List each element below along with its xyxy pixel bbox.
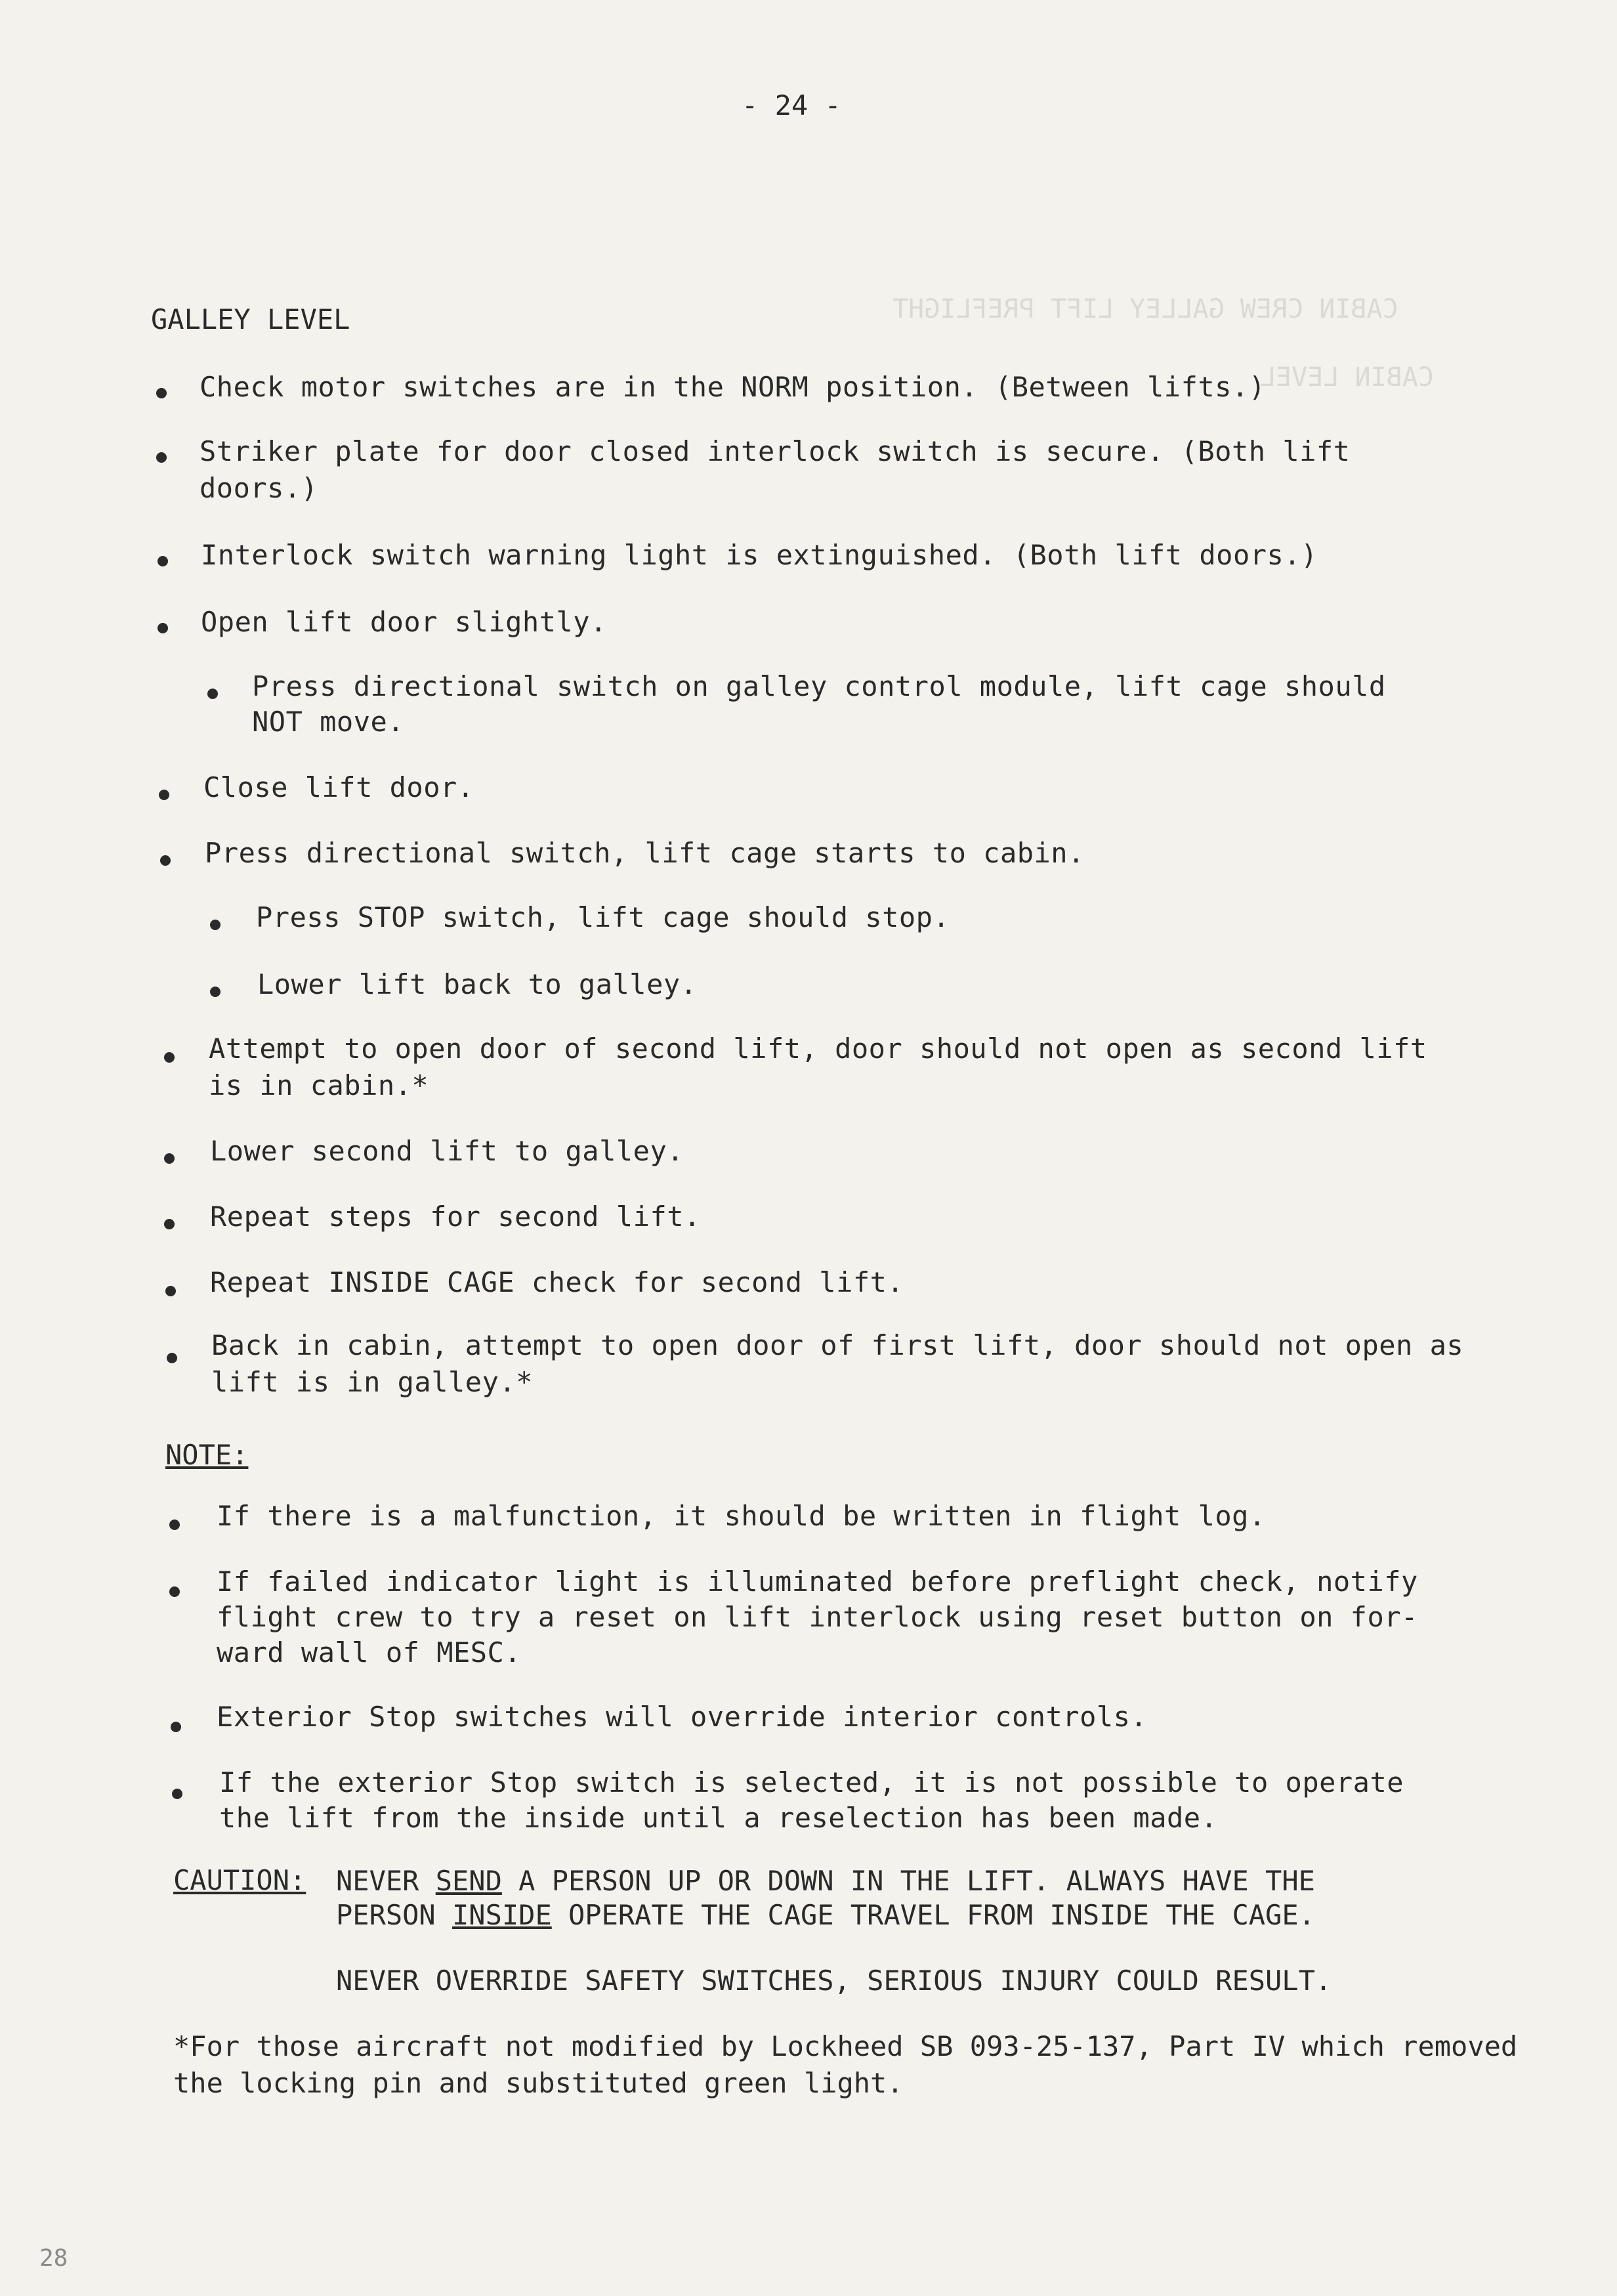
list-item: Back in cabin, attempt to open door of first lift, door should not open as [211,1329,1464,1361]
note-item: If failed indicator light is illuminated before preflight check, notify [217,1565,1418,1598]
list-item-continuation: is in cabin.* [209,1069,429,1101]
caution-label: CAUTION: [173,1864,306,1896]
list-item: Open lift door slightly. [201,606,607,638]
page-number: - 24 - [742,89,841,121]
list-item: Repeat INSIDE CAGE check for second lift. [210,1266,904,1298]
list-item-continuation: lift is in galley.* [211,1366,533,1398]
corner-mark: 28 [39,2245,68,2272]
bullet-icon [156,388,167,398]
bullet-icon [159,790,169,800]
sub-list-item: Lower lift back to galley. [257,968,698,1000]
list-item: Check motor switches are in the NORM position. (Between lifts.) [200,371,1266,403]
note-label: NOTE: [165,1439,249,1471]
list-item: Attempt to open door of second lift, door should not open as second lift [209,1032,1427,1065]
bullet-icon [158,623,168,633]
bullet-icon [164,1219,175,1229]
note-item-continuation: the lift from the inside until a reselection has been made. [219,1802,1218,1834]
list-item: Press directional switch, lift cage starts to cabin. [205,837,1085,869]
list-item: Close lift door. [203,771,474,803]
caution-text: A PERSON UP OR DOWN IN THE LIFT. ALWAYS HAVE THE [501,1865,1315,1897]
bullet-icon [164,1052,175,1063]
footnote-line: *For those aircraft not modified by Lockheed SB 093-25-137, Part IV which removed [173,2030,1518,2062]
bullet-icon [169,1586,180,1597]
bullet-icon [165,1286,176,1296]
list-item: Repeat steps for second lift. [210,1201,701,1233]
sub-list-item: Press STOP switch, lift cage should stop. [256,901,950,933]
bullet-icon [171,1722,181,1732]
caution-line-2 [336,1898,1315,1932]
bleed-through-text: CABIN LEVEL [1260,362,1434,393]
list-item: Lower second lift to galley. [210,1135,684,1167]
list-item-continuation: doors.) [200,472,318,504]
caution-line-3: NEVER OVERRIDE SAFETY SWITCHES, SERIOUS INJURY COULD RESULT. [336,1965,1332,1997]
bullet-icon [169,1520,180,1530]
note-item-continuation: ward wall of MESC. [217,1636,522,1669]
bullet-icon [207,689,218,699]
sub-list-item-continuation: NOT move. [252,706,405,738]
bullet-icon [172,1789,182,1799]
caution-text: OPERATE THE CAGE TRAVEL FROM INSIDE THE CAGE. [551,1899,1315,1931]
note-item: Exterior Stop switches will override interior controls. [217,1701,1148,1733]
caution-emphasis: INSIDE [452,1899,552,1931]
bullet-icon [167,1353,177,1363]
bullet-icon [156,452,167,463]
caution-line-1 [336,1864,1315,1898]
sub-list-item: Press directional switch on galley control module, lift cage should [252,670,1386,702]
note-item-continuation: flight crew to try a reset on lift interlock using reset button on for- [217,1601,1418,1633]
bullet-icon [158,556,168,566]
list-item: Interlock switch warning light is extinguished. (Both lift doors.) [201,539,1318,571]
list-item: Striker plate for door closed interlock switch is secure. (Both lift [200,435,1351,467]
caution-text: PERSON [336,1899,453,1931]
footnote-line: the locking pin and substituted green light. [173,2067,904,2099]
caution-text: NEVER [336,1865,436,1897]
bullet-icon [210,920,220,930]
note-item: If the exterior Stop switch is selected, it is not possible to operate [219,1766,1404,1798]
caution-emphasis: SEND [435,1865,502,1897]
bullet-icon [160,855,171,866]
note-item: If there is a malfunction, it should be written in flight log. [217,1500,1266,1532]
bullet-icon [210,987,220,997]
bleed-through-text: CABIN CREW GALLEY LIFT PREFLIGHT [892,294,1398,324]
section-heading: GALLEY LEVEL [151,303,350,335]
bullet-icon [164,1153,175,1164]
